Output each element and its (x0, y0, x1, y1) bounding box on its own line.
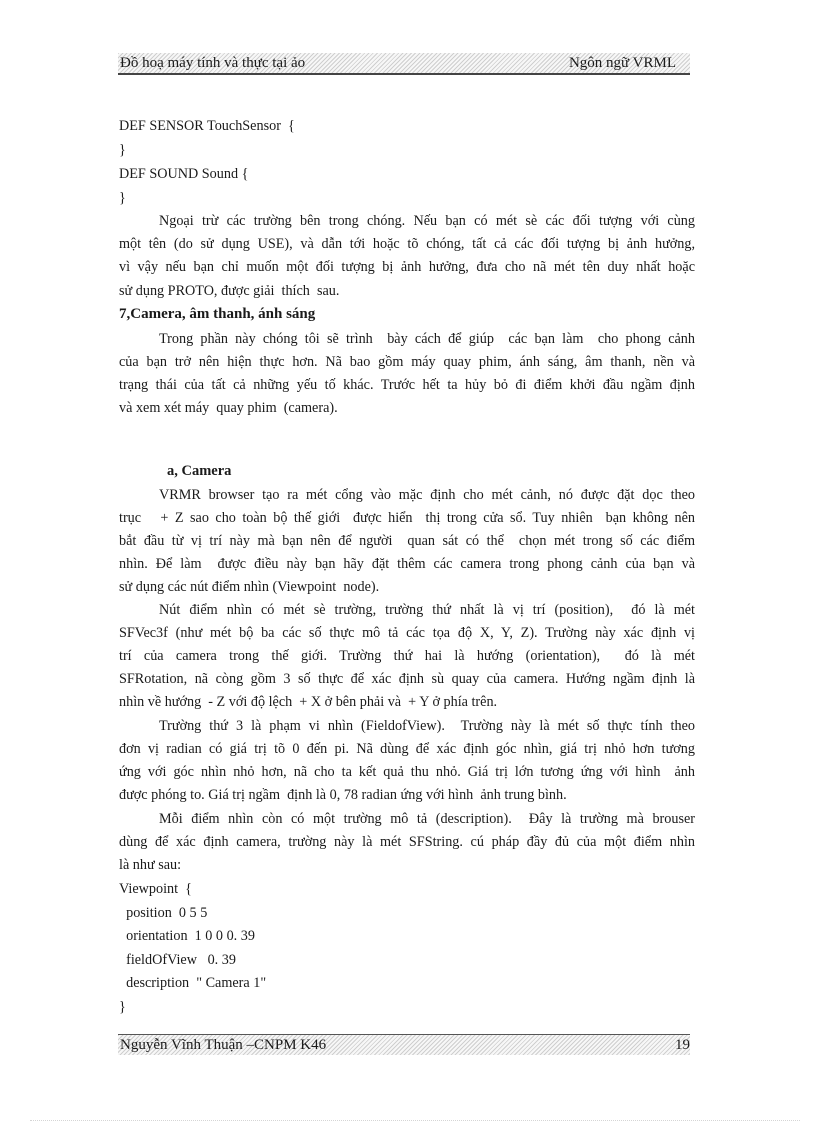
paragraph-line: sử dụng PROTO, được giải thích sau. (119, 283, 340, 299)
paragraph-line: sử dụng các nút điểm nhìn (Viewpoint node). (119, 579, 380, 595)
footer-author: Nguyễn Vĩnh Thuận –CNPM K46 (120, 1037, 327, 1053)
code-line: } (119, 999, 126, 1015)
paragraph-line: bắt đầu từ vị trí này mà bạn nên để người quan sát có thể chọn mét trong số các điểm (119, 533, 695, 549)
header-left-title: Đồ hoạ máy tính và thực tại ảo (120, 55, 306, 71)
paragraph-line: Mỗi điểm nhìn còn có một trường mô tả (description). Đây là trường mà brouser (159, 811, 695, 827)
code-line: } (119, 142, 126, 158)
paragraph-line: nhìn về hướng - Z với độ lệch + X ở bên phải và + Y ở phía trên. (119, 694, 498, 710)
paragraph-line: đơn vị radian có giá trị tõ 0 đến pi. Nã dùng để xác định góc nhìn, giá trị nhỏ hơn tương (119, 741, 695, 757)
section-heading: 7,Camera, âm thanh, ánh sáng (119, 306, 316, 322)
paragraph-line: SFRotation, nã còng gồm 3 số thực để xác định sù quay của camera. Hướng ngầm định là (119, 671, 695, 687)
paragraph-line: Ngoại trừ các trường bên trong chóng. Nếu bạn có mét sè các đối tượng với cùng (159, 213, 695, 229)
paragraph-line: trục + Z sao cho toàn bộ thế giới được hiển thị trong cửa sổ. Tuy nhiên bạn không nên (119, 510, 695, 526)
code-line: fieldOfView 0. 39 (119, 952, 236, 968)
paragraph-line: SFVec3f (như mét bộ ba các số thực mô tả các tọa độ X, Y, Z). Trường này xác định vị (119, 625, 695, 641)
paragraph-line: VRMR browser tạo ra mét cổng vào mặc định cho mét cảnh, nó được đặt dọc theo (159, 487, 695, 503)
code-line: DEF SENSOR TouchSensor { (119, 118, 295, 134)
code-line: } (119, 190, 126, 206)
paragraph-line: dùng để xác định camera, trường này là mét SFString. cú pháp đầy đủ của một điểm nhìn (119, 834, 695, 850)
paragraph-line: Trường thứ 3 là phạm vi nhìn (FieldofView). Trường này là mét số thực tính theo (159, 718, 695, 734)
header-right-title: Ngôn ngữ VRML (568, 55, 676, 71)
paragraph-line: vì vậy nếu bạn chỉ muốn một đối tượng bị ảnh hưởng, đưa cho nã mét tên duy nhất hoặc (119, 259, 695, 275)
page-number: 19 (675, 1037, 690, 1053)
paragraph-line: trí của camera trong thế giới. Trường thứ hai là hướng (orientation), đó là mét (119, 648, 695, 664)
paragraph-line: được phóng to. Giá trị ngầm định là 0, 78 radian ứng với hình ảnh trung bình. (119, 787, 567, 803)
code-line: Viewpoint { (119, 881, 192, 897)
paragraph-line: là như sau: (119, 857, 182, 873)
page-header (118, 53, 690, 75)
paragraph-line: của bạn trở nên hiện thực hơn. Nã bao gồm máy quay phim, ánh sáng, âm thanh, nền và (119, 354, 695, 370)
paragraph-line: Trong phần này chóng tôi sẽ trình bày cách để giúp các bạn làm cho phong cảnh (159, 331, 695, 347)
paragraph-line: nhìn. Để làm được điều này bạn hãy đặt thêm các camera trong phong cảnh của bạn và (119, 556, 695, 572)
subsection-heading: a, Camera (167, 463, 232, 479)
bottom-divider (30, 1120, 800, 1121)
code-line: position 0 5 5 (119, 905, 208, 921)
paragraph-line: ứng với góc nhìn nhỏ hơn, nã cho ta kết quả thu nhỏ. Giá trị lớn tương ứng với hình ảnh (119, 764, 695, 780)
page-footer (118, 1034, 690, 1055)
code-line: orientation 1 0 0 0. 39 (119, 928, 255, 944)
code-line: description " Camera 1" (119, 975, 267, 991)
paragraph-line: và xem xét máy quay phim (camera). (119, 400, 338, 416)
code-line: DEF SOUND Sound { (119, 166, 249, 182)
paragraph-line: một tên (do sử dụng USE), và dẫn tới hoặc tõ chóng, tất cả các đối tượng bị ảnh hưởng, (119, 236, 695, 252)
paragraph-line: Nút điểm nhìn có mét sè trường, trường thứ nhất là vị trí (position), đó là mét (159, 602, 695, 618)
paragraph-line: trạng thái của tất cả những yếu tố khác. Trước hết ta hủy bỏ đi điểm khởi đầu ngầm định (119, 377, 695, 393)
